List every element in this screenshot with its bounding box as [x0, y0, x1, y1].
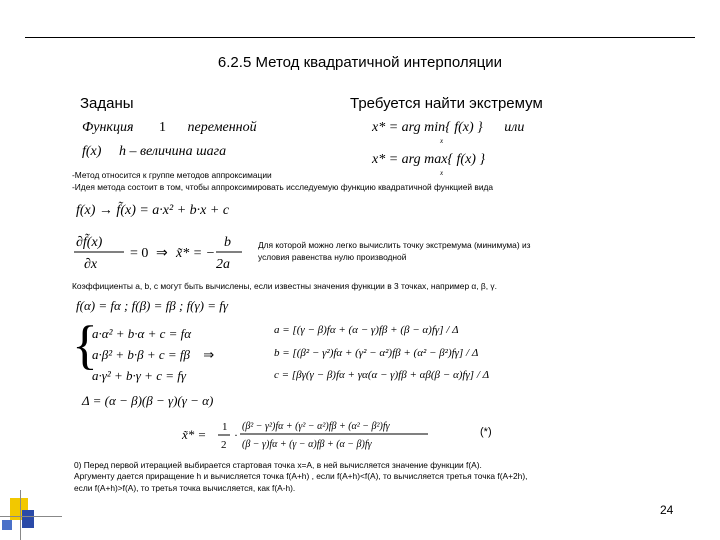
req-max-formula: x* = arg max{ f(x) }: [372, 152, 486, 167]
corner-decoration-blue: [22, 510, 34, 528]
svg-text:∂f̃(x): ∂f̃(x): [76, 235, 103, 250]
coefficients-text: Коэффициенты a, b, c могут быть вычислены, если известны значения функции в 3 точках, например α, β, γ.: [72, 281, 497, 291]
svg-text:1: 1: [222, 421, 228, 433]
system-eq-2: a·β² + b·β + c = fβ ⇒: [92, 347, 215, 362]
iteration-text-2: Аргументу дается приращение h и вычисляется точка f(A+h) , если f(A+h)<f(A), то вычисляется третья точка f(A+2h),: [74, 471, 528, 481]
iteration-text-3: если f(A+h)>f(A), то третья точка вычисляется, как f(A-h).: [74, 483, 296, 493]
coef-a-formula: a = [(γ − β)fα + (α − γ)fβ + (β − α)fγ] / Δ: [274, 324, 459, 336]
corner-decoration-line-v: [20, 490, 21, 540]
derivative-note-2: условия равенства нулю производной: [258, 252, 407, 262]
given-heading: Заданы: [80, 95, 134, 112]
svg-text:x̃* = −: x̃* = −: [176, 246, 216, 261]
implies-arrow: ⇒: [203, 347, 215, 362]
svg-text:·: ·: [234, 428, 238, 442]
given-h-line: [82, 144, 226, 160]
iteration-text-1: 0) Перед первой итерацией выбирается стартовая точка x=A, в ней вычисляется значение функции f(A).: [74, 460, 482, 470]
page-number: 24: [660, 503, 674, 517]
extremum-formula: [178, 412, 438, 456]
system-eq-3: a·γ² + b·γ + c = fγ: [92, 368, 186, 383]
derivative-formula: [72, 228, 252, 274]
f-values: f(α) = fα ; f(β) = fβ ; f(γ) = fγ: [76, 298, 228, 313]
star-label: (*): [480, 426, 492, 438]
svg-text:b: b: [224, 235, 231, 250]
given-function-line: [82, 120, 257, 136]
svg-text:x̃* =: x̃* =: [182, 427, 207, 442]
given-one: 1: [158, 120, 166, 135]
given-h-text: h – величина шага: [118, 144, 227, 159]
delta-formula: Δ = (α − β)(β − γ)(γ − α): [82, 393, 214, 408]
corner-decoration-line-h: [0, 516, 62, 517]
req-sub-x-1: x: [440, 137, 444, 145]
coef-b-formula: b = [(β² − γ²)fα + (γ² − α²)fβ + (α² − β²)fγ] / Δ: [274, 347, 479, 359]
required-heading: Требуется найти экстремум: [350, 95, 543, 112]
system-brace: {: [72, 315, 98, 375]
approx-formula: f(x) → f̃(x) = a·x² + b·x + c: [76, 203, 230, 218]
derivative-note-1: Для которой можно легко вычислить точку экстремума (минимума) из: [258, 240, 531, 250]
corner-decoration-blue-light: [2, 520, 12, 530]
bullet-2: -Идея метода состоит в том, чтобы аппроксимировать исследуемую функцию квадратичной функцией вида: [72, 182, 494, 192]
given-f: f(x): [82, 144, 102, 159]
svg-text:(β − γ)fα + (γ − α)fβ + (α − β: (β − γ)fα + (γ − α)fβ + (α − β)fγ: [242, 439, 372, 450]
given-function-word: Функция: [82, 120, 134, 135]
system-eq-1: a·α² + b·α + c = fα: [92, 326, 192, 341]
svg-text:2: 2: [221, 439, 227, 451]
svg-text:(β² − γ²)fα + (γ² − α²)fβ + (α: (β² − γ²)fα + (γ² − α²)fβ + (α² − β²)fγ: [242, 421, 390, 432]
svg-text:2a: 2a: [216, 257, 230, 272]
bullet-1: -Метод относится к группе методов аппроксимации: [72, 170, 272, 180]
coef-c-formula: c = [βγ(γ − β)fα + γα(α − γ)fβ + αβ(β − α)fγ] / Δ: [274, 369, 490, 381]
svg-text:⇒: ⇒: [156, 246, 168, 261]
top-divider: [25, 37, 695, 38]
req-min-formula: x* = arg min{ f(x) } или: [372, 120, 525, 135]
req-sub-x-2: x: [440, 169, 444, 177]
req-or: или: [504, 120, 525, 135]
svg-text:= 0: = 0: [130, 246, 149, 261]
svg-text:∂x: ∂x: [84, 257, 98, 272]
given-variable-word: переменной: [187, 120, 257, 135]
slide-title: 6.2.5 Метод квадратичной интерполяции: [217, 54, 503, 71]
